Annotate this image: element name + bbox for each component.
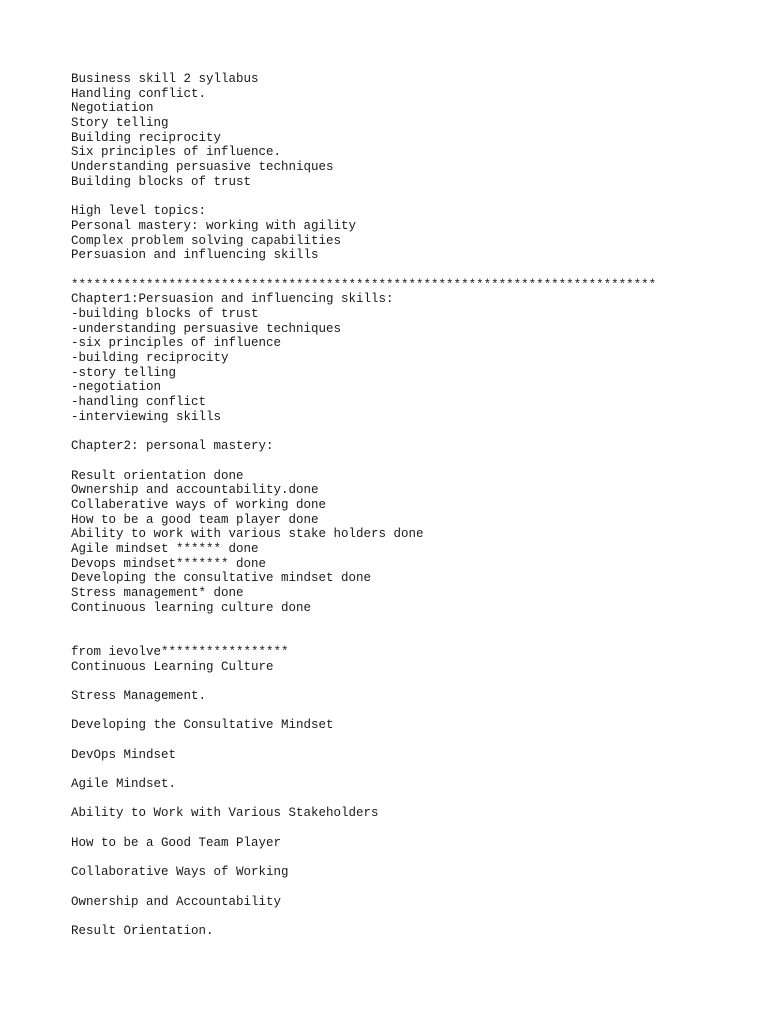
text-line: Building reciprocity [71,130,222,145]
text-line: High level topics: [71,204,207,219]
text-line: -understanding persuasive techniques [71,321,342,336]
text-line: from ievolve***************** [71,644,289,659]
text-line: Six principles of influence. [71,145,282,160]
text-line: -six principles of influence [71,336,282,351]
text-line: Chapter1:Persuasion and influencing skills: [71,292,394,307]
blank-line [71,674,748,689]
text-line: Result Orientation. [71,923,214,938]
text-line: Story telling [71,116,169,131]
text-line: Result orientation done [71,468,244,483]
text-line: Devops mindset******* done [71,556,267,571]
blank-line [71,190,748,205]
blank-line [71,909,748,924]
text-line: -negotiation [71,380,162,395]
text-line: -building blocks of trust [71,307,259,321]
text-line: How to be a good team player done [71,512,319,527]
text-line: How to be a Good Team Player [71,835,282,850]
text-line: Stress Management. [71,688,207,703]
blank-line [71,880,748,895]
text-line: Continuous Learning Culture [71,659,274,674]
text-line: Ability to work with various stake holders done [71,527,424,542]
text-line: -story telling [71,365,177,380]
text-line: Ownership and accountability.done [71,483,319,498]
text-line: Stress management* done [71,586,244,601]
text-line: Ability to Work with Various Stakeholders [71,806,379,821]
text-line: -interviewing skills [71,409,222,424]
blank-line [71,425,748,440]
text-line: Negotiation [71,101,154,116]
text-line: Continuous learning culture done [71,600,312,615]
blank-line [71,850,748,865]
text-line: Developing the consultative mindset done [71,571,372,586]
blank-line [71,263,748,278]
text-line: Building blocks of trust [71,174,252,189]
text-line: Collaborative Ways of Working [71,865,289,880]
text-line: Developing the Consultative Mindset [71,718,334,733]
text-line: Understanding persuasive techniques [71,160,334,175]
text-line: ****************************************************************************** [71,277,657,292]
text-line: DevOps Mindset [71,747,177,762]
blank-line [71,615,748,630]
text-line: Handling conflict. [71,86,207,101]
text-line: Agile mindset ****** done [71,542,259,556]
text-line: Chapter2: personal mastery: [71,439,274,454]
blank-line [71,454,748,469]
text-line: -handling conflict [71,395,207,410]
text-line: Agile Mindset. [71,777,177,791]
text-line: Personal mastery: working with agility [71,218,357,233]
text-line: Complex problem solving capabilities [71,233,342,248]
blank-line [71,821,748,836]
blank-line [71,704,748,719]
blank-line [71,792,748,807]
text-line: -building reciprocity [71,351,229,366]
blank-line [71,630,748,645]
text-line: Ownership and Accountability [71,894,282,909]
document-page [71,72,748,939]
blank-line [71,762,748,777]
text-line: Business skill 2 syllabus [71,72,259,86]
text-line: Collaberative ways of working done [71,497,327,512]
blank-line [71,733,748,748]
text-line: Persuasion and influencing skills [71,248,319,263]
